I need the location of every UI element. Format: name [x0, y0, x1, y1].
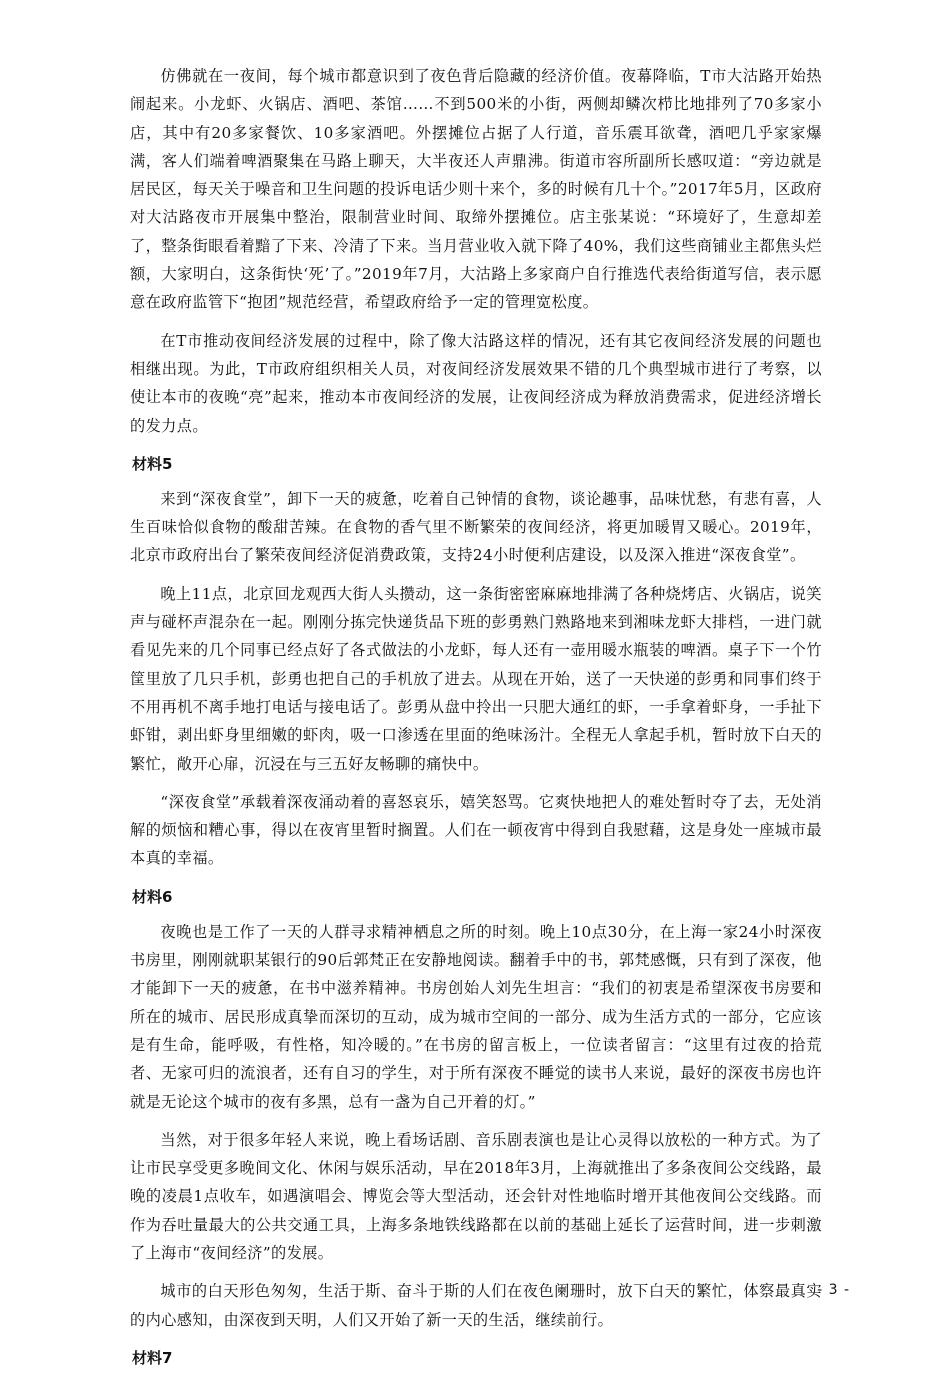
- document-body: [130, 62, 822, 1379]
- paragraph: 当然，对于很多年轻人来说，晚上看场话剧、音乐剧表演也是让心灵得以放松的一种方式。为了让市民享受更多晚间文化、休闲与娱乐活动，早在2018年3月，上海就推出了多条夜间公交线路，最晚的凌晨1点收车，如遇演唱会、博览会等大型活动，还会针对性地临时增开其他夜间公交线路。而作为吞吐量最大的公共交通工具，上海多条地铁线路都在以前的基础上延长了运营时间，进一步刺激了上海市“夜间经济”的发展。: [130, 1130, 822, 1262]
- paragraph: 城市的白天形色匆匆，生活于斯、奋斗于斯的人们在夜色阑珊时，放下白天的繁忙，体察最真实的内心感知，由深夜到天明，人们又开始了新一天的生活，继续前行。: [130, 1282, 822, 1329]
- section-heading: 材料6: [132, 887, 173, 906]
- paragraph: “深夜食堂”承载着深夜涌动着的喜怒哀乐，嬉笑怒骂。它爽快地把人的难处暂时夺了去，无处消解的烦恼和糟心事，得以在夜宵里暂时搁置。人们在一顿夜宵中得到自我慰藉，这是身处一座城市最本真的幸福。: [130, 792, 822, 868]
- section-heading: 材料7: [132, 1348, 173, 1367]
- paragraph: 在T市推动夜间经济发展的过程中，除了像大沽路这样的情况，还有其它夜间经济发展的问题也相继出现。为此，T市政府组织相关人员，对夜间经济发展效果不错的几个典型城市进行了考察，以使让本市的夜晚“亮”起来，推动本市夜间经济的发展，让夜间经济成为释放消费需求，促进经济增长的发力点。: [130, 331, 822, 435]
- section-heading: 材料5: [132, 454, 173, 473]
- page-number: - 3 -: [817, 1282, 850, 1298]
- paragraph: 夜晚也是工作了一天的人群寻求精神栖息之所的时刻。晚上10点30分，在上海一家24小时深夜书房里，刚刚就职某银行的90后郭梵正在安静地阅读。翻着手中的书，郭梵感慨，只有到了深夜，他才能卸下一天的疲惫，在书中滋养精神。书房创始人刘先生坦言：“我们的初衷是希望深夜书房要和所在的城市、居民形成真挚而深切的互动，成为城市空间的一部分、成为生活方式的一部分，它应该是有生命，能呼吸，有性格，知冷暖的。”在书房的留言板上，一位读者留言：“这里有过夜的拾荒者、无家可归的流浪者，还有自习的学生，对于所有深夜不睡觉的读书人来说，最好的深夜书房也许就是无论这个城市的夜有多黑，总有一盏为自己开着的灯。”: [130, 922, 822, 1111]
- paragraph: 晚上11点，北京回龙观西大街人头攒动，这一条街密密麻麻地排满了各种烧烤店、火锅店，说笑声与碰杯声混杂在一起。刚刚分拣完快递货品下班的彭勇熟门熟路地来到湘味龙虾大排档，一进门就看见先来的几个同事已经点好了各式做法的小龙虾，每人还有一壶用暖水瓶装的啤酒。桌子下一个竹筐里放了几只手机，彭勇也把自己的手机放了进去。从现在开始，送了一天快递的彭勇和同事们终于不用再机不离手地打电话与接电话了。彭勇从盘中拎出一只肥大通红的虾，一手拿着虾身，一手扯下虾钳，剥出虾身里细嫩的虾肉，吸一口渗透在里面的绝味汤汁。全程无人拿起手机，暂时放下白天的繁忙，敞开心扉，沉浸在与三五好友畅聊的痛快中。: [130, 584, 822, 773]
- paragraph: 仿佛就在一夜间，每个城市都意识到了夜色背后隐藏的经济价值。夜幕降临，T市大沽路开始热闹起来。小龙虾、火锅店、酒吧、茶馆……不到500米的小街，两侧却鳞次栉比地排列了70多家小店，其中有20多家餐饮、10多家酒吧。外摆摊位占据了人行道，音乐震耳欲聋，酒吧几乎家家爆满，客人们端着啤酒聚集在马路上聊天，大半夜还人声鼎沸。街道市容所副所长感叹道：“旁边就是居民区，每天关于噪音和卫生问题的投诉电话少则十来个，多的时候有几十个。”2017年5月，区政府对大沽路夜市开展集中整治，限制营业时间、取缔外摆摊位。店主张某说：“环境好了，生意却差了，整条街眼看着黯了下来、冷清了下来。当月营业收入就下降了40%，我们这些商铺业主都焦头烂额，大家明白，这条街快‘死’了。”2019年7月，大沽路上多家商户自行推选代表给街道写信，表示愿意在政府监管下“抱团”规范经营，希望政府给予一定的管理宽松度。: [130, 67, 822, 312]
- paragraph: 来到“深夜食堂”，卸下一天的疲惫，吃着自己钟情的食物，谈论趣事，品味忧愁，有悲有喜，人生百味恰似食物的酸甜苦辣。在食物的香气里不断繁荣的夜间经济，将更加暖胃又暖心。2019年，北京市政府出台了繁荣夜间经济促消费政策，支持24小时便利店建设，以及深入推进“深夜食堂”。: [130, 489, 822, 565]
